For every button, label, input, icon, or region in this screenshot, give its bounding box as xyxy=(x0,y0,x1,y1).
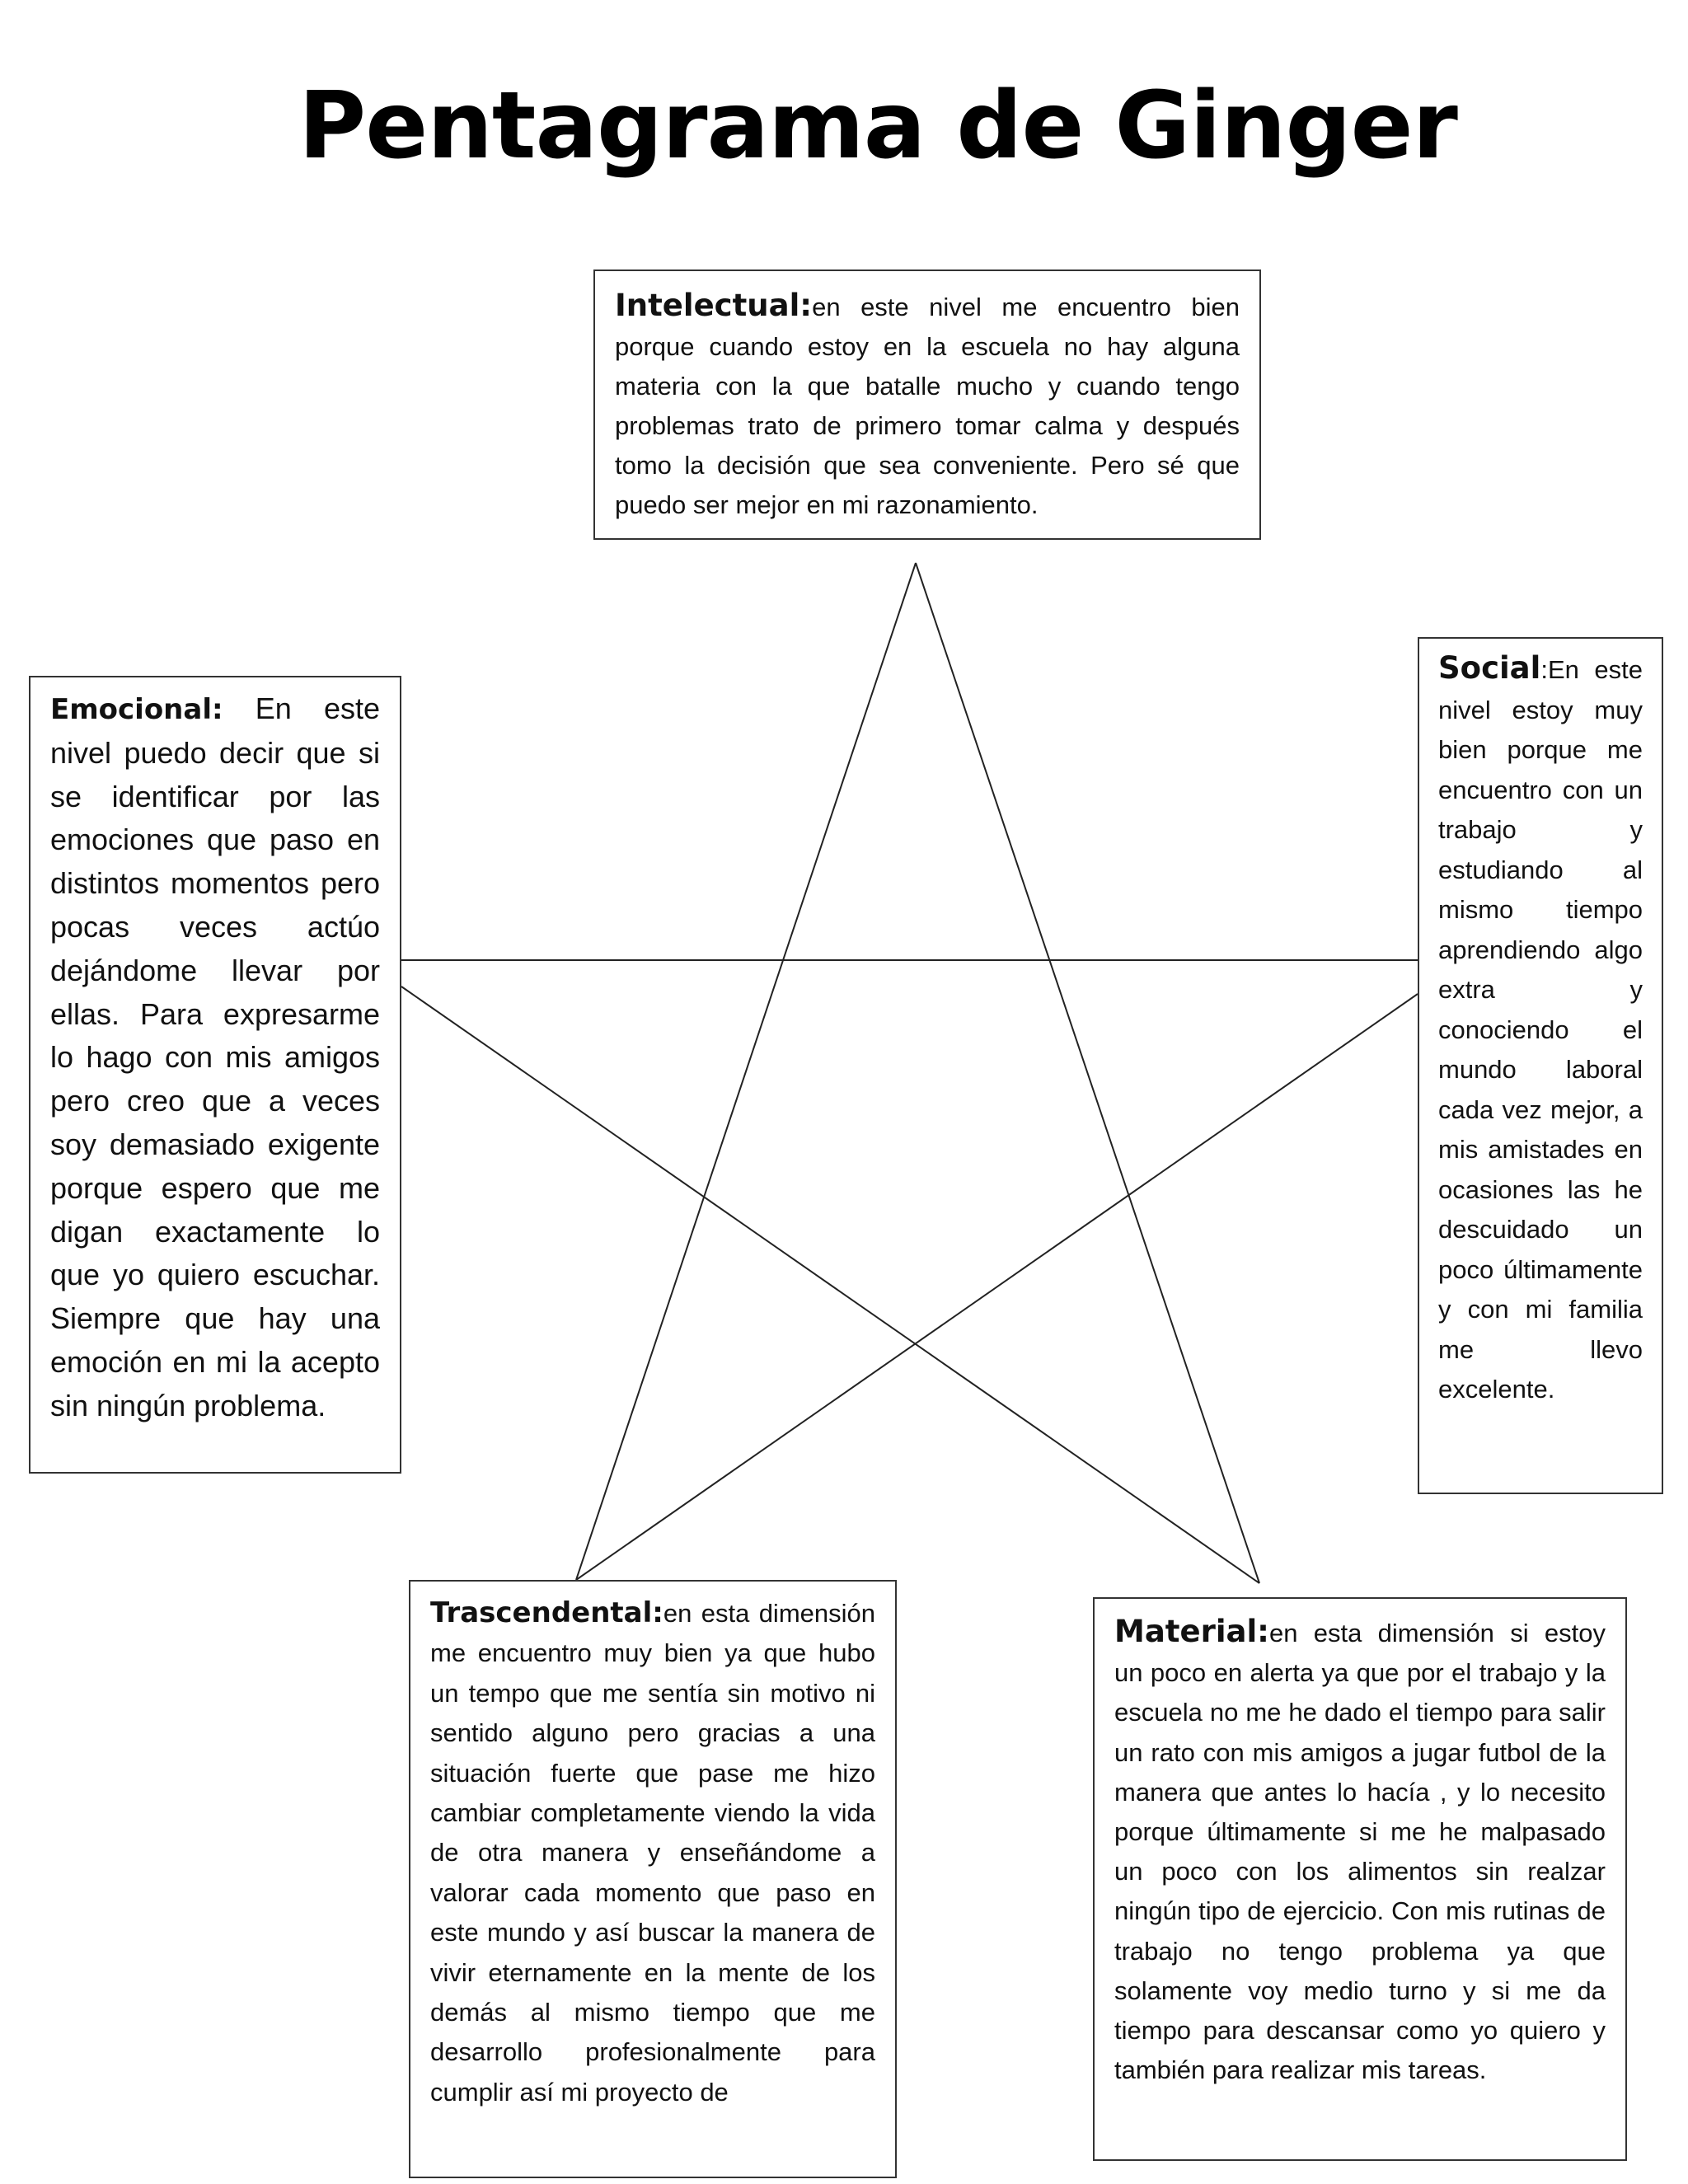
trascendental-text: en esta dimensión me encuentro muy bien ya que hubo un tempo que me sentía sin motivo ni sentido alguno pero gracias a una situación fuerte que pase me hizo cambiar completamente viendo la vida de otra manera y enseñándome a valorar cada momento que paso en este mundo y así buscar la manera de vivir eternamente en la mente de los demás al mismo tiempo que me desarrollo profesionalmente para cumplir así mi proyecto de xyxy=(430,1599,875,2107)
star-line-top-to-bottom-left xyxy=(576,563,916,1580)
social-box xyxy=(1418,637,1663,1494)
star-line-left-to-bottom-right xyxy=(401,987,1259,1583)
page-title: Pentagrama de Ginger xyxy=(298,73,1457,180)
intelectual-box xyxy=(593,269,1261,540)
star-line-right-to-bottom-left xyxy=(576,994,1418,1580)
material-box xyxy=(1093,1597,1627,2161)
trascendental-heading: Trascendental: xyxy=(430,1596,663,1629)
social-heading: Social xyxy=(1438,650,1541,686)
intelectual-text: en este nivel me encuentro bien porque cuando estoy en la escuela no hay alguna materia con la que batalle mucho y cuando tengo problemas trato de primero tomar calma y después tomo la decisión que sea conveniente. Pero sé que puedo ser mejor en mi razonamiento. xyxy=(615,293,1240,519)
social-text: :En este nivel estoy muy bien porque me encuentro con un trabajo y estudiando al mismo tiempo aprendiendo algo extra y conociendo el mundo laboral cada vez mejor, a mis amistades en ocasiones las he descuidado un poco últimamente y con mi familia me llevo excelente. xyxy=(1438,655,1643,1404)
emocional-text: En este nivel puedo decir que si se identificar por las emociones que paso en distintos momentos pero pocas veces actúo dejándome llevar por ellas. Para expresarme lo hago con mis amigos pero creo que a veces soy demasiado exigente porque espero que me digan exactamente lo que yo quiero escuchar. Siempre que hay una emoción en mi la acepto sin ningún problema. xyxy=(50,691,380,1422)
emocional-box xyxy=(29,676,401,1474)
star-line-top-to-bottom-right xyxy=(916,563,1259,1583)
material-heading: Material: xyxy=(1114,1614,1269,1649)
trascendental-box xyxy=(409,1580,897,2178)
material-text: en esta dimensión si estoy un poco en alerta ya que por el trabajo y la escuela no me he dado el tiempo para salir un rato con mis amigos a jugar futbol de la manera que antes lo hacía , y lo necesito porque últimamente si me he malpasado un poco con los alimentos sin realzar ningún tipo de ejercicio. Con mis rutinas de trabajo no tengo problema ya que solamente voy medio turno y si me da tiempo para descansar como yo quiero y también para realizar mis tareas. xyxy=(1114,1619,1606,2085)
intelectual-heading: Intelectual: xyxy=(615,288,813,323)
emocional-heading: Emocional: xyxy=(50,693,223,726)
